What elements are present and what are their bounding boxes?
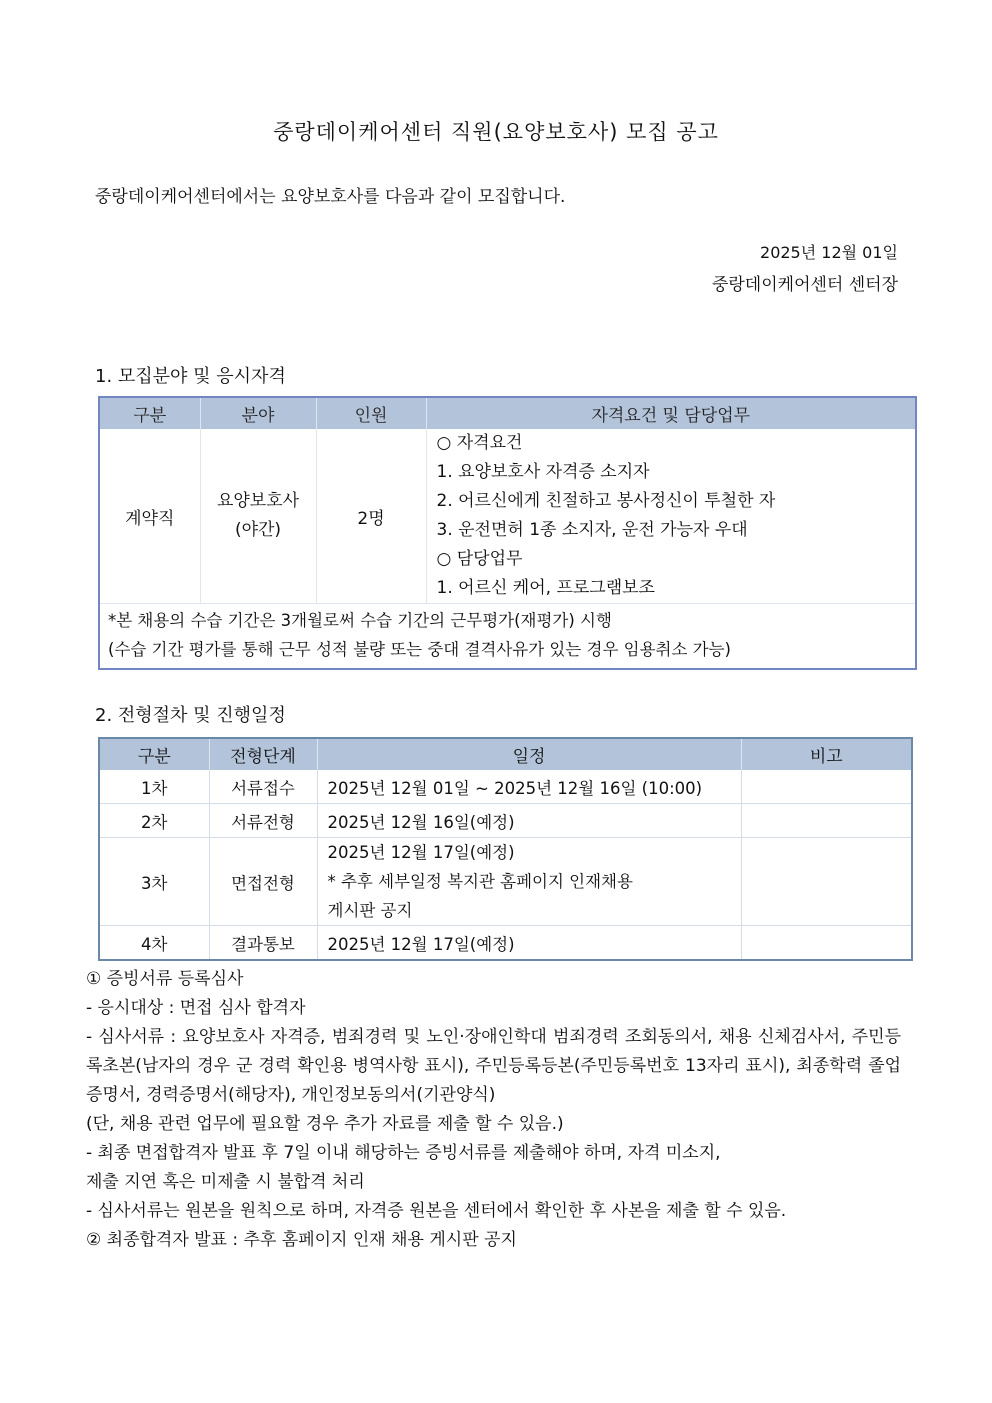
header-stage: 전형단계 <box>209 738 317 770</box>
table-note-row <box>99 604 916 670</box>
cell-round: 2차 <box>99 804 209 838</box>
notes-section <box>86 965 901 1255</box>
table-header-row <box>99 397 916 429</box>
table-header-row <box>99 738 912 770</box>
announcement-date: 2025년 12월 01일 <box>760 243 898 262</box>
probation-note <box>99 604 916 670</box>
schedule-line: 2025년 12월 17일(예정) <box>327 843 515 862</box>
table-row <box>99 429 916 604</box>
intro-text: 중랑데이케어센터에서는 요양보호사를 다음과 같이 모집합니다. <box>95 187 566 207</box>
cell-remark <box>741 926 912 961</box>
cell-field <box>200 429 316 604</box>
cell-schedule: 2025년 12월 17일(예정) <box>317 926 741 961</box>
schedule-line: * 추후 세부일정 복지관 홈페이지 인재채용 <box>327 872 633 891</box>
notes-documents-extra: (단, 채용 관련 업무에 필요할 경우 추가 자료를 제출 할 수 있음.) <box>86 1114 564 1134</box>
recruitment-table <box>98 396 917 670</box>
requirement-item: 3. 운전면허 1종 소지자, 운전 가능자 우대 <box>436 520 748 540</box>
cell-remark <box>741 770 912 804</box>
header-schedule: 일정 <box>317 738 741 770</box>
table-row <box>99 804 912 838</box>
section1-heading: 1. 모집분야 및 응시자격 <box>95 366 286 387</box>
note-line1: *본 채용의 수습 기간은 3개월로써 수습 기간의 근무평가(재평가) 시행 <box>108 611 612 630</box>
page-title: 중랑데이케어센터 직원(요양보호사) 모집 공고 <box>273 120 719 144</box>
notes-originals: - 심사서류는 원본을 원칙으로 하며, 자격증 원본을 센터에서 확인한 후 사본을 제출 할 수 있음. <box>86 1201 787 1221</box>
field-line2: (야간) <box>234 520 282 540</box>
header-round: 구분 <box>99 738 209 770</box>
cell-stage: 서류전형 <box>209 804 317 838</box>
cell-remark <box>741 804 912 838</box>
requirement-heading: ○ 자격요건 <box>436 433 523 453</box>
cell-type: 계약직 <box>99 429 200 604</box>
cell-round: 4차 <box>99 926 209 961</box>
requirement-item: 2. 어르신에게 친절하고 봉사정신이 투철한 자 <box>436 491 776 511</box>
cell-stage: 서류접수 <box>209 770 317 804</box>
field-line1: 요양보호사 <box>216 491 300 511</box>
notes-item1-title: ① 증빙서류 등록심사 <box>86 969 244 989</box>
section2-heading: 2. 전형절차 및 진행일정 <box>95 705 286 726</box>
note-line2: (수습 기간 평가를 통해 근무 성적 불량 또는 중대 결격사유가 있는 경우 임용취소 가능) <box>108 640 731 659</box>
signer: 중랑데이케어센터 센터장 <box>711 275 898 295</box>
notes-target: - 응시대상 : 면접 심사 합격자 <box>86 998 306 1018</box>
header-requirements: 자격요건 및 담당업무 <box>426 397 916 429</box>
notes-deadline-line2: 제출 지연 혹은 미제출 시 불합격 처리 <box>86 1172 365 1192</box>
cell-requirements <box>426 429 916 604</box>
cell-count: 2명 <box>316 429 426 604</box>
header-type: 구분 <box>99 397 200 429</box>
cell-schedule: 2025년 12월 16일(예정) <box>317 804 741 838</box>
cell-round: 1차 <box>99 770 209 804</box>
header-field: 분야 <box>200 397 316 429</box>
schedule-table <box>98 737 913 961</box>
cell-stage: 면접전형 <box>209 838 317 926</box>
cell-stage: 결과통보 <box>209 926 317 961</box>
header-remark: 비고 <box>741 738 912 770</box>
cell-round: 3차 <box>99 838 209 926</box>
cell-schedule: 2025년 12월 01일 ~ 2025년 12월 16일 (10:00) <box>317 770 741 804</box>
notes-deadline-line1: - 최종 면접합격자 발표 후 7일 이내 해당하는 증빙서류를 제출해야 하며, 자격 미소지, <box>86 1143 721 1163</box>
header-count: 인원 <box>316 397 426 429</box>
schedule-line: 게시판 공지 <box>327 901 413 920</box>
table-row <box>99 838 912 926</box>
table-row <box>99 926 912 961</box>
requirement-item: 1. 요양보호사 자격증 소지자 <box>436 462 650 482</box>
table-row <box>99 770 912 804</box>
duty-item: 1. 어르신 케어, 프로그램보조 <box>436 578 655 598</box>
notes-item2: ② 최종합격자 발표 : 추후 홈페이지 인재 채용 게시판 공지 <box>86 1230 517 1250</box>
cell-remark <box>741 838 912 926</box>
cell-schedule <box>317 838 741 926</box>
notes-documents: - 심사서류 : 요양보호사 자격증, 범죄경력 및 노인·장애인학대 범죄경력 조회동의서, 채용 신체검사서, 주민등록초본(남자의 경우 군 경력 확인용 병역사항 표시), 주민등록등본(주민등록번호 13자리 표시), 최종학력 졸업증명서, 경력증명서(해당자), 개인정보동의서(기관양식) <box>86 1027 901 1105</box>
duty-heading: ○ 담당업무 <box>436 549 523 569</box>
